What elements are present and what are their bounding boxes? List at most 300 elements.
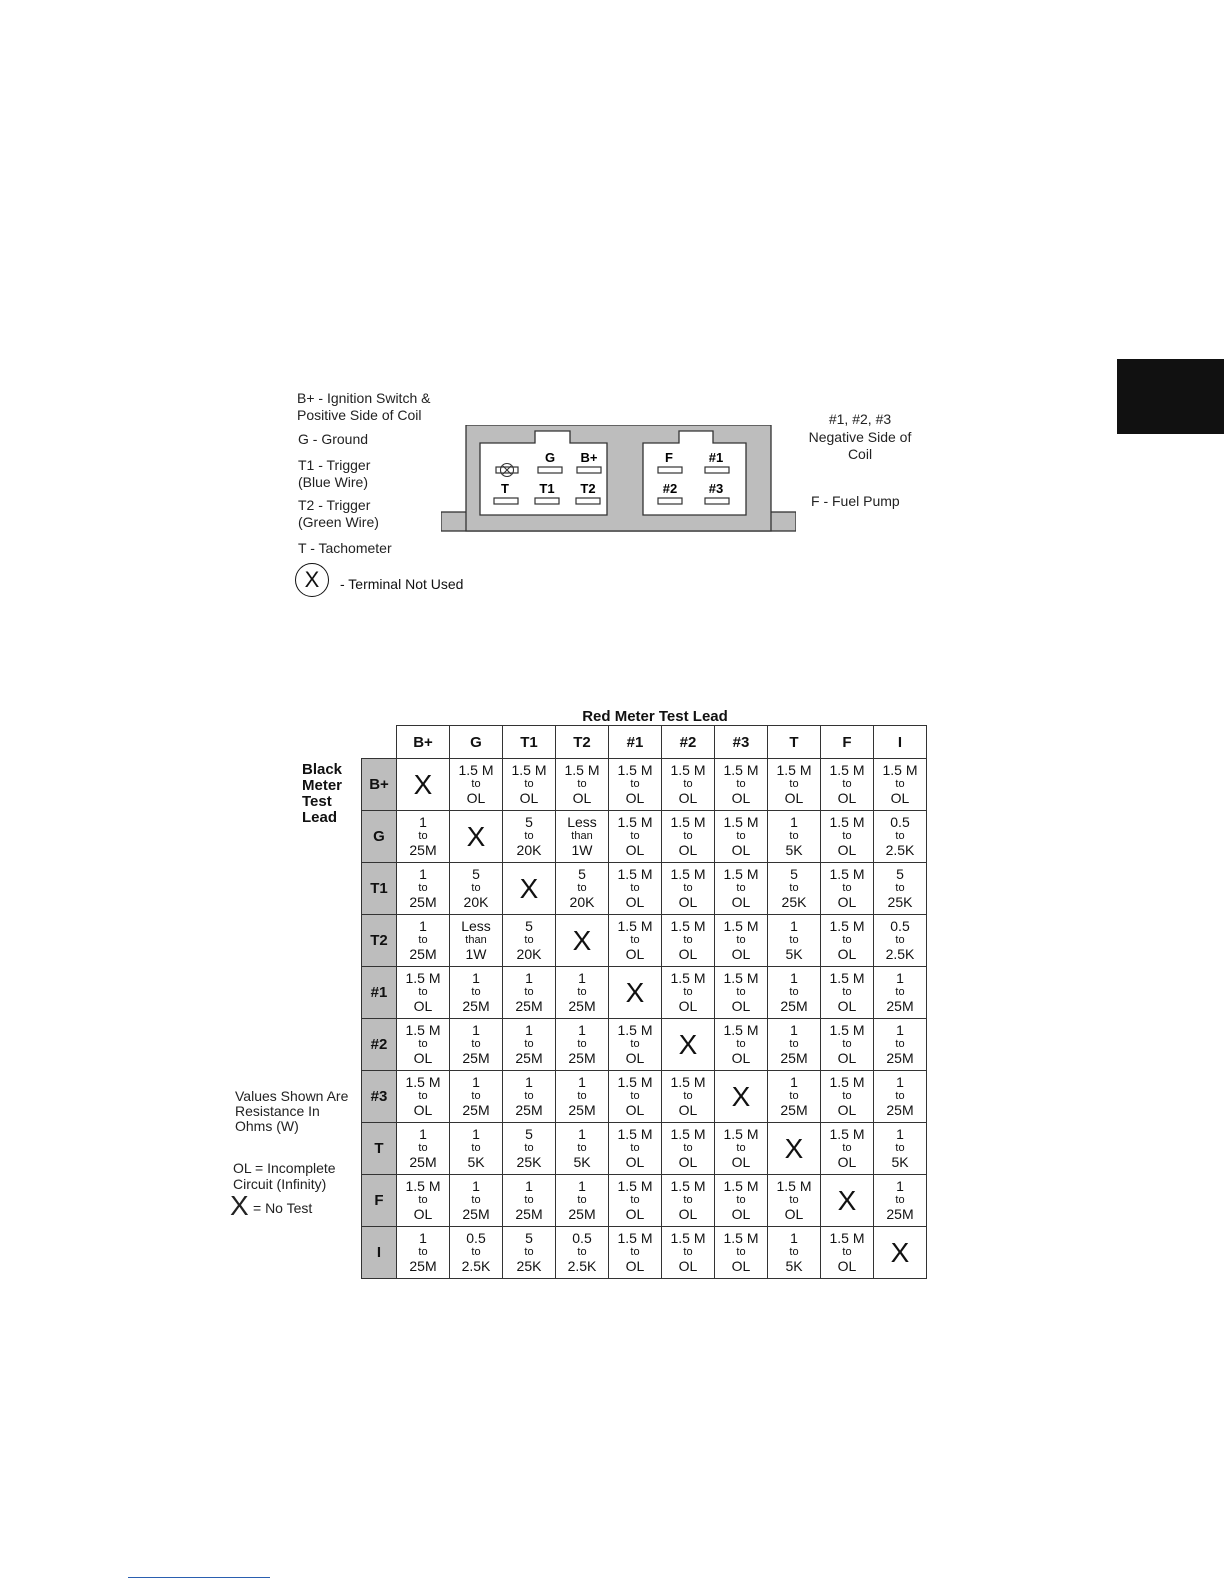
- cell-value-line: OL: [678, 790, 698, 806]
- cell-value-line: 25M: [568, 1050, 596, 1066]
- table-cell: [450, 863, 503, 915]
- cell-value-line: 1.5 M: [670, 918, 706, 934]
- cell-value-line: to: [683, 1194, 693, 1206]
- cell-value-line: 1.5 M: [405, 970, 441, 986]
- cell-value-line: to: [736, 778, 746, 790]
- cell-value-line: 5K: [785, 1258, 803, 1274]
- cell-value-line: to: [842, 986, 852, 998]
- cell-value-line: 1.5 M: [829, 1126, 865, 1142]
- pin-3: [705, 498, 729, 504]
- pin-label-3: #3: [708, 481, 724, 496]
- cell-value-line: 1: [419, 814, 427, 830]
- cell-value-line: 20K: [569, 894, 595, 910]
- cell-value-line: than: [465, 934, 487, 946]
- table-cell: [874, 759, 927, 811]
- pin-label-t2: T2: [580, 481, 596, 496]
- cell-value-line: OL: [731, 790, 751, 806]
- cell-value-line: to: [789, 1038, 799, 1050]
- cell-value-line: 5K: [785, 842, 803, 858]
- cell-value-line: OL: [413, 1050, 433, 1066]
- cell-value-line: to: [577, 1246, 587, 1258]
- table-cell: [556, 1175, 609, 1227]
- cell-value-line: 25K: [887, 894, 913, 910]
- cell-value-line: 25M: [515, 1102, 543, 1118]
- table-cell: [874, 967, 927, 1019]
- cell-value-line: 25M: [886, 998, 914, 1014]
- table-cell: [874, 1071, 927, 1123]
- cell-value-line: to: [577, 986, 587, 998]
- no-test-icon: X: [519, 872, 539, 904]
- table-cell: [821, 967, 874, 1019]
- cell-value-line: to: [471, 986, 481, 998]
- pin-2: [658, 498, 682, 504]
- table-cell: [768, 967, 821, 1019]
- cell-value-line: to: [789, 1090, 799, 1102]
- cell-value-line: 5: [525, 1126, 533, 1142]
- cell-value-line: 1.5 M: [723, 918, 759, 934]
- table-cell: [874, 1227, 927, 1279]
- cell-value-line: 1.5 M: [776, 762, 812, 778]
- cell-value-line: 1: [472, 970, 480, 986]
- cell-value-line: OL: [731, 1206, 751, 1222]
- cell-value-line: 1: [472, 1022, 480, 1038]
- cell-value-line: to: [524, 934, 534, 946]
- table-cell: [715, 1019, 768, 1071]
- cell-value-line: 1.5 M: [617, 814, 653, 830]
- cell-value-line: to: [683, 986, 693, 998]
- column-header: T2: [556, 726, 609, 759]
- cell-value-line: than: [571, 830, 593, 842]
- table-cell: [503, 915, 556, 967]
- cell-value-line: to: [683, 778, 693, 790]
- cell-value-line: OL: [890, 790, 910, 806]
- pin-label-g: G: [544, 450, 556, 465]
- cell-value-line: to: [577, 882, 587, 894]
- cell-value-line: OL: [837, 790, 857, 806]
- cell-value-line: to: [418, 1038, 428, 1050]
- table-cell: [715, 811, 768, 863]
- no-test-icon: X: [731, 1080, 751, 1112]
- cell-value-line: 25K: [516, 1154, 542, 1170]
- row-header: #2: [362, 1019, 397, 1071]
- cell-value-line: 1.5 M: [723, 1022, 759, 1038]
- cell-value-line: 1.5 M: [617, 762, 653, 778]
- table-cell: [556, 811, 609, 863]
- cell-value-line: OL: [625, 1102, 645, 1118]
- cell-value-line: to: [842, 1142, 852, 1154]
- cell-value-line: to: [418, 1142, 428, 1154]
- column-header: G: [450, 726, 503, 759]
- cell-value-line: 25M: [515, 1050, 543, 1066]
- cell-value-line: 1.5 M: [670, 814, 706, 830]
- table-cell: [397, 915, 450, 967]
- cell-value-line: 1.5 M: [723, 1230, 759, 1246]
- table-cell: [450, 811, 503, 863]
- cell-value-line: OL: [625, 1258, 645, 1274]
- table-cell: [874, 863, 927, 915]
- note-values-line3: Ohms (W): [235, 1118, 299, 1134]
- row-axis-label-line: Meter: [302, 777, 343, 794]
- legend-tach: T - Tachometer: [298, 540, 392, 556]
- no-test-icon: X: [625, 976, 645, 1008]
- pin-t1: [535, 498, 559, 504]
- cell-value-line: 1: [472, 1126, 480, 1142]
- table-cell: [450, 1019, 503, 1071]
- table-cell: [556, 967, 609, 1019]
- table-cell: [821, 1123, 874, 1175]
- table-cell: [715, 1071, 768, 1123]
- table-cell: [874, 1123, 927, 1175]
- cell-value-line: to: [630, 830, 640, 842]
- table-cell: [397, 1227, 450, 1279]
- table-cell: [874, 1175, 927, 1227]
- table-cell: [556, 1019, 609, 1071]
- table-cell: [609, 1175, 662, 1227]
- no-test-icon: X: [413, 768, 433, 800]
- cell-value-line: OL: [731, 1154, 751, 1170]
- cell-value-line: 1.5 M: [511, 762, 547, 778]
- pin-label-2: #2: [662, 481, 678, 496]
- cell-value-line: to: [524, 1194, 534, 1206]
- column-header: #1: [609, 726, 662, 759]
- cell-value-line: 1.5 M: [617, 1074, 653, 1090]
- cell-value-line: 1: [525, 1074, 533, 1090]
- table-cell: [556, 1123, 609, 1175]
- table-cell: [715, 1227, 768, 1279]
- cell-value-line: to: [789, 778, 799, 790]
- table-cell: [768, 1071, 821, 1123]
- cell-value-line: 25M: [409, 842, 437, 858]
- table-row: [362, 915, 927, 967]
- cell-value-line: 1: [472, 1178, 480, 1194]
- table-cell: [397, 1123, 450, 1175]
- note-values-line2: Resistance In: [235, 1103, 320, 1119]
- cell-value-line: to: [842, 1090, 852, 1102]
- cell-value-line: OL: [625, 1154, 645, 1170]
- table-cell: [503, 759, 556, 811]
- cell-value-line: 1: [790, 918, 798, 934]
- table-cell: [768, 863, 821, 915]
- table-cell: [821, 1071, 874, 1123]
- table-cell: [662, 1227, 715, 1279]
- cell-value-line: Less: [567, 814, 597, 830]
- cell-value-line: 1.5 M: [723, 814, 759, 830]
- cell-value-line: to: [736, 1038, 746, 1050]
- table-cell: [821, 811, 874, 863]
- cell-value-line: to: [418, 882, 428, 894]
- cell-value-line: OL: [731, 842, 751, 858]
- table-cell: [450, 1227, 503, 1279]
- cell-value-line: to: [842, 882, 852, 894]
- table-cell: [556, 1071, 609, 1123]
- table-row: [362, 1071, 927, 1123]
- legend-fuel-pump: F - Fuel Pump: [811, 493, 900, 509]
- cell-value-line: OL: [731, 946, 751, 962]
- cell-value-line: 0.5: [572, 1230, 592, 1246]
- cell-value-line: OL: [413, 1102, 433, 1118]
- table-cell: [397, 1175, 450, 1227]
- table-cell: [397, 863, 450, 915]
- cell-value-line: to: [471, 1142, 481, 1154]
- cell-value-line: to: [630, 1142, 640, 1154]
- table-cell: [609, 1227, 662, 1279]
- column-header: #2: [662, 726, 715, 759]
- cell-value-line: 1.5 M: [882, 762, 918, 778]
- table-cell: [715, 915, 768, 967]
- cell-value-line: to: [895, 778, 905, 790]
- cell-value-line: 20K: [516, 842, 542, 858]
- cell-value-line: 1W: [465, 946, 487, 962]
- cell-value-line: to: [630, 778, 640, 790]
- table-cell: [556, 1227, 609, 1279]
- cell-value-line: to: [895, 1194, 905, 1206]
- table-title: Red Meter Test Lead: [582, 708, 728, 725]
- cell-value-line: to: [524, 830, 534, 842]
- cell-value-line: to: [895, 986, 905, 998]
- table-cell: [768, 1123, 821, 1175]
- cell-value-line: OL: [625, 1206, 645, 1222]
- no-test-icon: X: [890, 1236, 910, 1268]
- cell-value-line: to: [524, 986, 534, 998]
- row-axis-label-line: Black: [302, 761, 343, 778]
- cell-value-line: to: [789, 830, 799, 842]
- cell-value-line: to: [471, 1090, 481, 1102]
- table-cell: [609, 863, 662, 915]
- table-cell: [768, 1227, 821, 1279]
- cell-value-line: to: [736, 934, 746, 946]
- pin-b-plus: [577, 467, 601, 473]
- cell-value-line: 0.5: [466, 1230, 486, 1246]
- table-cell: [821, 1175, 874, 1227]
- cell-value-line: 5K: [891, 1154, 909, 1170]
- cell-value-line: 1.5 M: [670, 1074, 706, 1090]
- row-axis-label-line: Lead: [302, 809, 338, 826]
- table-cell: [397, 1019, 450, 1071]
- legend-coil-line1: #1, #2, #3: [828, 411, 892, 427]
- cell-value-line: 1: [790, 1230, 798, 1246]
- cell-value-line: 25M: [780, 1102, 808, 1118]
- table-cell: [503, 1175, 556, 1227]
- cell-value-line: 1.5 M: [670, 1178, 706, 1194]
- table-cell: [609, 1019, 662, 1071]
- row-header: G: [362, 811, 397, 863]
- cell-value-line: to: [471, 1194, 481, 1206]
- cell-value-line: OL: [678, 1154, 698, 1170]
- cell-value-line: 1: [896, 1074, 904, 1090]
- table-cell: [662, 811, 715, 863]
- cell-value-line: to: [524, 1038, 534, 1050]
- cell-value-line: to: [418, 830, 428, 842]
- legend-ground: G - Ground: [298, 431, 369, 447]
- cell-value-line: OL: [784, 1206, 804, 1222]
- row-header: T: [362, 1123, 397, 1175]
- cell-value-line: OL: [466, 790, 486, 806]
- cell-value-line: OL: [678, 1102, 698, 1118]
- cell-value-line: to: [418, 986, 428, 998]
- row-header: T2: [362, 915, 397, 967]
- cell-value-line: 1.5 M: [405, 1074, 441, 1090]
- table-cell: [821, 1019, 874, 1071]
- table-cell: [715, 1123, 768, 1175]
- cell-value-line: 5: [790, 866, 798, 882]
- cell-value-line: 1: [896, 1178, 904, 1194]
- cell-value-line: to: [577, 778, 587, 790]
- table-cell: [715, 863, 768, 915]
- row-axis-label-line: Test: [302, 793, 332, 810]
- cell-value-line: 25M: [462, 998, 490, 1014]
- cell-value-line: to: [630, 882, 640, 894]
- cell-value-line: OL: [837, 1050, 857, 1066]
- cell-value-line: to: [683, 1142, 693, 1154]
- no-test-icon: X: [837, 1184, 857, 1216]
- table-row: [362, 967, 927, 1019]
- cell-value-line: to: [471, 1246, 481, 1258]
- table-cell: [609, 967, 662, 1019]
- cell-value-line: 1.5 M: [617, 1230, 653, 1246]
- cell-value-line: to: [842, 1038, 852, 1050]
- module-connector-diagram: [441, 425, 796, 535]
- row-header: I: [362, 1227, 397, 1279]
- cell-value-line: to: [683, 1090, 693, 1102]
- cell-value-line: to: [577, 1090, 587, 1102]
- cell-value-line: 0.5: [890, 814, 910, 830]
- cell-value-line: 25M: [568, 998, 596, 1014]
- cell-value-line: to: [418, 1246, 428, 1258]
- cell-value-line: to: [630, 934, 640, 946]
- cell-value-line: 0.5: [890, 918, 910, 934]
- cell-value-line: 1: [790, 970, 798, 986]
- cell-value-line: to: [577, 1038, 587, 1050]
- cell-value-line: 1: [419, 918, 427, 934]
- table-cell: [662, 967, 715, 1019]
- no-test-x-icon: X: [230, 1190, 249, 1221]
- table-cell: [503, 967, 556, 1019]
- cell-value-line: OL: [837, 946, 857, 962]
- row-header: B+: [362, 759, 397, 811]
- cell-value-line: 25K: [516, 1258, 542, 1274]
- cell-value-line: 1: [790, 1022, 798, 1038]
- cell-value-line: 2.5K: [885, 946, 915, 962]
- cell-value-line: 1.5 M: [829, 762, 865, 778]
- cell-value-line: 1.5 M: [670, 866, 706, 882]
- cell-value-line: 1: [525, 1022, 533, 1038]
- table-cell: [768, 1175, 821, 1227]
- table-cell: [450, 915, 503, 967]
- cell-value-line: OL: [413, 1206, 433, 1222]
- cell-value-line: to: [683, 830, 693, 842]
- cell-value-line: 1.5 M: [723, 1126, 759, 1142]
- cell-value-line: 1.5 M: [670, 1230, 706, 1246]
- table-cell: [662, 1123, 715, 1175]
- cell-value-line: to: [524, 1246, 534, 1258]
- cell-value-line: to: [789, 882, 799, 894]
- cell-value-line: 20K: [516, 946, 542, 962]
- cell-value-line: to: [630, 1090, 640, 1102]
- cell-value-line: to: [895, 830, 905, 842]
- cell-value-line: OL: [837, 894, 857, 910]
- legend-t1-line2: (Blue Wire): [298, 474, 369, 490]
- cell-value-line: 25M: [886, 1206, 914, 1222]
- table-cell: [556, 759, 609, 811]
- table-cell: [609, 811, 662, 863]
- table-cell: [821, 915, 874, 967]
- cell-value-line: 1: [790, 1074, 798, 1090]
- no-test-icon: X: [572, 924, 592, 956]
- row-axis-label: [302, 762, 342, 826]
- table-cell: [662, 1019, 715, 1071]
- cell-value-line: to: [895, 934, 905, 946]
- cell-value-line: 1.5 M: [829, 970, 865, 986]
- cell-value-line: 1.5 M: [458, 762, 494, 778]
- table-cell: [768, 915, 821, 967]
- note-values-line1: Values Shown Are: [235, 1088, 349, 1104]
- table-cell: [662, 1071, 715, 1123]
- table-cell: [609, 1071, 662, 1123]
- pin-label-b-plus: B+: [580, 450, 598, 465]
- cell-value-line: to: [736, 882, 746, 894]
- cell-value-line: OL: [678, 1206, 698, 1222]
- legend-t2-line1: T2 - Trigger: [298, 497, 371, 513]
- cell-value-line: 1.5 M: [829, 814, 865, 830]
- cell-value-line: 5: [525, 918, 533, 934]
- cell-value-line: to: [789, 1246, 799, 1258]
- legend-b-plus-line2: Positive Side of Coil: [297, 407, 422, 423]
- cell-value-line: to: [842, 1246, 852, 1258]
- cell-value-line: 5: [525, 814, 533, 830]
- cell-value-line: 25M: [409, 1154, 437, 1170]
- cell-value-line: to: [683, 934, 693, 946]
- table-cell: [768, 811, 821, 863]
- cell-value-line: 1.5 M: [829, 866, 865, 882]
- table-cell: [450, 1175, 503, 1227]
- table-cell: [397, 1071, 450, 1123]
- table-cell: [450, 1123, 503, 1175]
- table-row: [362, 759, 927, 811]
- table-row: [362, 1123, 927, 1175]
- pin-label-t: T: [501, 481, 509, 496]
- table-cell: [503, 811, 556, 863]
- cell-value-line: to: [789, 986, 799, 998]
- cell-value-line: OL: [731, 1050, 751, 1066]
- note-no-test: = No Test: [253, 1200, 313, 1216]
- cell-value-line: OL: [625, 946, 645, 962]
- legend-coil-line2: Negative Side of: [808, 429, 912, 445]
- table-cell: [503, 1123, 556, 1175]
- cell-value-line: 25M: [409, 894, 437, 910]
- cell-value-line: to: [683, 882, 693, 894]
- cell-value-line: 1: [790, 814, 798, 830]
- cell-value-line: 25M: [568, 1102, 596, 1118]
- table-cell: [662, 863, 715, 915]
- cell-value-line: OL: [784, 790, 804, 806]
- table-cell: [662, 915, 715, 967]
- cell-value-line: OL: [731, 998, 751, 1014]
- pin-label-f: F: [665, 450, 673, 465]
- cell-value-line: to: [630, 1194, 640, 1206]
- cell-value-line: 25M: [462, 1102, 490, 1118]
- table-row: [362, 1019, 927, 1071]
- cell-value-line: 25K: [781, 894, 807, 910]
- cell-value-line: OL: [625, 790, 645, 806]
- table-cell: [397, 967, 450, 1019]
- cell-value-line: to: [895, 1038, 905, 1050]
- legend-t2-line2: (Green Wire): [298, 514, 379, 530]
- table-cell: [609, 759, 662, 811]
- cell-value-line: to: [471, 778, 481, 790]
- table-cell: [503, 863, 556, 915]
- cell-value-line: 5: [896, 866, 904, 882]
- cell-value-line: 1: [525, 970, 533, 986]
